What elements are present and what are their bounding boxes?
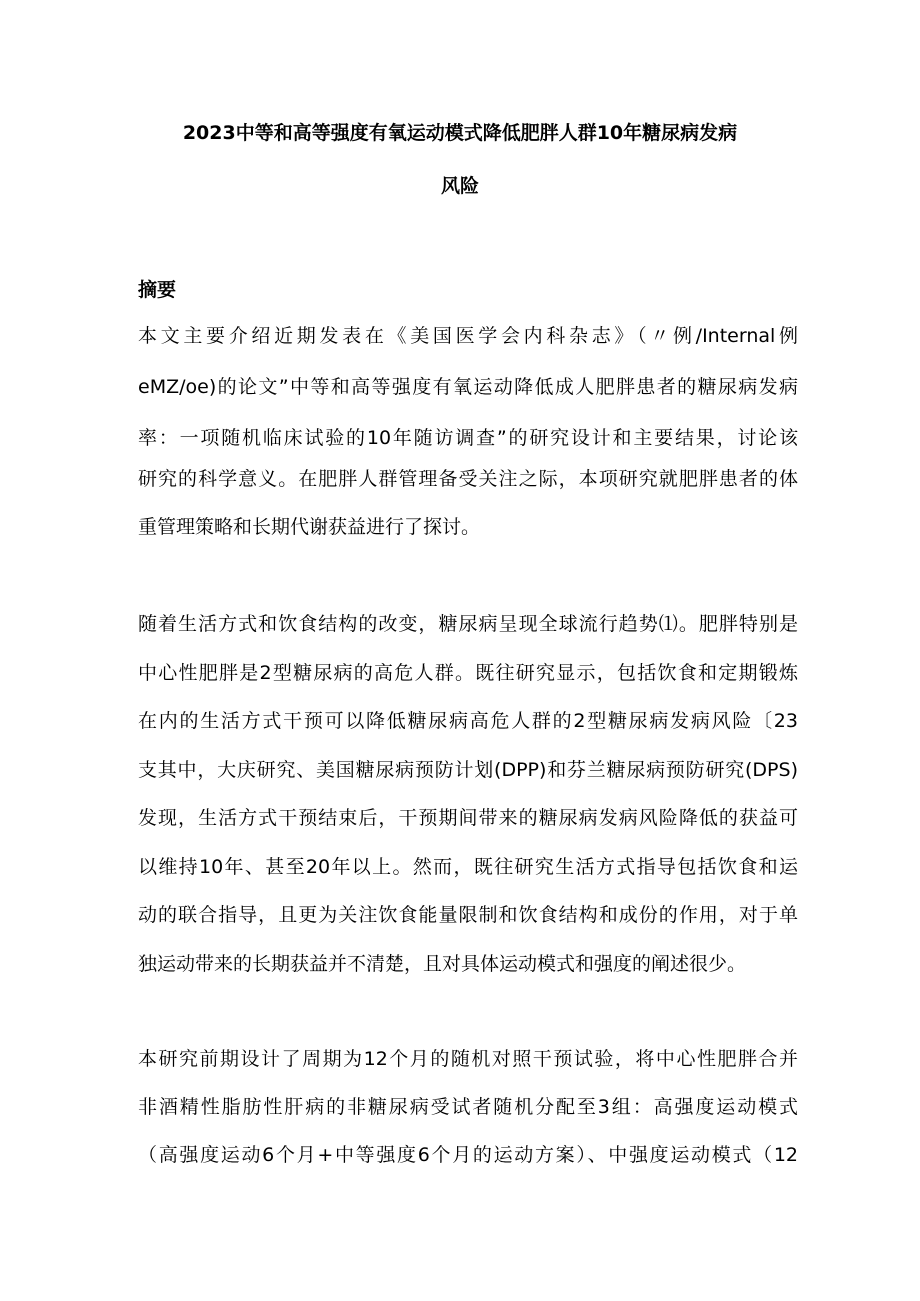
document-title-line-1: 2023中等和高等强度有氧运动模式降低肥胖人群10年糖尿病发病	[182, 122, 738, 144]
document-title-line-2: 风险	[440, 175, 479, 197]
abstract-line: 研究的科学意义。在肥胖人群管理备受关注之际，本项研究就肥胖患者的体	[138, 468, 798, 490]
abstract-heading: 摘要	[138, 279, 177, 301]
body-line: （高强度运动6个月+中等强度6个月的运动方案）、中强度运动模式（12	[138, 1144, 798, 1166]
body-line: 独运动带来的长期获益并不清楚，且对具体运动模式和强度的阐述很少。	[138, 953, 747, 975]
body-line: 本研究前期设计了周期为12个月的随机对照干预试验，将中心性肥胖合并	[138, 1048, 798, 1070]
abstract-line: 重管理策略和长期代谢获益进行了探讨。	[138, 516, 481, 538]
body-line: 支其中，大庆研究、美国糖尿病预防计划(DPP)和芬兰糖尿病预防研究(DPS)	[138, 759, 798, 781]
body-line: 发现，生活方式干预结束后，干预期间带来的糖尿病发病风险降低的获益可	[138, 807, 798, 829]
body-line: 中心性肥胖是2型糖尿病的高危人群。既往研究显示，包括饮食和定期锻炼	[138, 662, 798, 684]
body-line: 动的联合指导，且更为关注饮食能量限制和饮食结构和成份的作用，对于单	[138, 904, 798, 926]
abstract-line: 本文主要介绍近期发表在《美国医学会内科杂志》（〃例/Internal例	[138, 325, 798, 347]
body-line: 非酒精性脂肪性肝病的非糖尿病受试者随机分配至3组：高强度运动模式	[138, 1096, 798, 1118]
body-line: 在内的生活方式干预可以降低糖尿病高危人群的2型糖尿病发病风险〔23	[138, 710, 798, 732]
abstract-line: eMZ/oe)的论文”中等和高等强度有氧运动降低成人肥胖患者的糖尿病发病	[138, 376, 798, 398]
body-line: 以维持10年、甚至20年以上。然而，既往研究生活方式指导包括饮食和运	[138, 856, 798, 878]
body-line: 随着生活方式和饮食结构的改变，糖尿病呈现全球流行趋势⑴。肥胖特别是	[138, 613, 798, 635]
abstract-line: 率：一项随机临床试验的10年随访调查”的研究设计和主要结果，讨论该	[138, 427, 798, 449]
